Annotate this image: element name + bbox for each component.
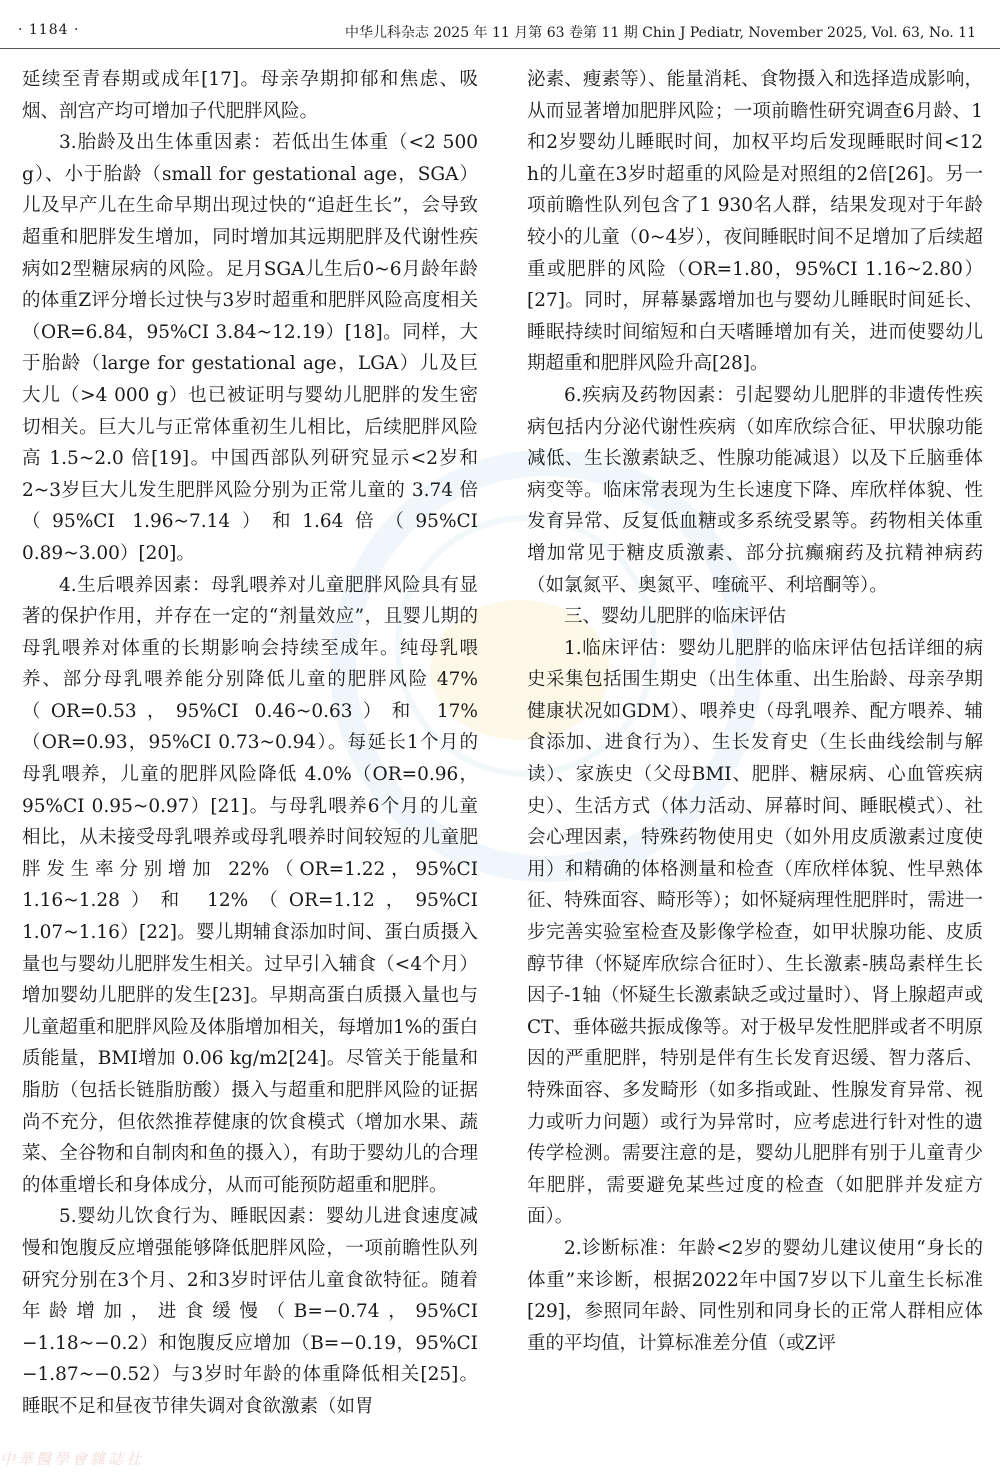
paragraph-eating-sleep: 5.婴幼儿饮食行为、睡眠因素：婴幼儿进食速度减慢和饱腹反应增强能够降低肥胖风险，一项前瞻性队列研究分别在3个月、2和3岁时评估儿童食欲特征。随着年龄增加，进食缓慢（B=−0.74，95%CI −1.18~−0.2）和饱腹反应增加（B=−0.19，95%CI −1.87~−0.52）与3岁时年龄的体重降低相关[25]。睡眠不足和昼夜节律失调对食欲激素（如胃: [22, 1206, 478, 1417]
right-column: [527, 64, 983, 1359]
page-header: [0, 0, 1000, 49]
paragraph-continuation: 延续至青春期或成年[17]。母亲孕期抑郁和焦虑、吸烟、剖宫产均可增加子代肥胖风险。: [22, 69, 478, 122]
section-heading: 三、婴幼儿肥胖的临床评估: [564, 606, 787, 628]
paragraph-feeding: 4.生后喂养因素：母乳喂养对儿童肥胖风险具有显著的保护作用，并存在一定的“剂量效应”，且婴儿期的母乳喂养对体重的长期影响会持续至成年。纯母乳喂养、部分母乳喂养能分别降低儿童的肥胖风险 47%（OR=0.53，95%CI 0.46~0.63）和 17%（OR=0.93，95%CI 0.73~0.94）。每延长1个月的母乳喂养，儿童的肥胖风险降低 4.0%（OR=0.96，95%CI 0.95~0.97）[21]。与母乳喂养6个月的儿童相比，从未接受母乳喂养或母乳喂养时间较短的儿童肥胖发生率分别增加 22%（OR=1.22，95%CI 1.16~1.28）和 12%（OR=1.12，95%CI 1.07~1.16）[22]。婴儿期辅食添加时间、蛋白质摄入量也与婴幼儿肥胖发生相关。过早引入辅食（<4个月）增加婴幼儿肥胖的发生[23]。早期高蛋白质摄入量也与儿童超重和肥胖风险及体脂增加相关，每增加1%的蛋白质能量，BMI增加 0.06 kg/m2[24]。尽管关于能量和脂肪（包括长链脂肪酸）摄入与超重和肥胖风险的证据尚不充分，但依然推荐健康的饮食模式（增加水果、蔬菜、全谷物和自制肉和鱼的摄入），有助于婴幼儿的合理的体重增长和身体成分，从而可能预防超重和肥胖。: [22, 574, 478, 1196]
paragraph-gestational-age: 3.胎龄及出生体重因素：若低出生体重（<2 500 g）、小于胎龄（small for gestational age，SGA）儿及早产儿在生命早期出现过快的“追赶生长”，会导致超重和肥胖发生增加，同时增加其远期肥胖及代谢性疾病如2型糖尿病的风险。足月SGA儿生后0~6月龄年龄的体重Z评分增长过快与3岁时超重和肥胖风险高度相关（OR=6.84，95%CI 3.84~12.19）[18]。同样，大于胎龄（large for gestational age，LGA）儿及巨大儿（>4 000 g）也已被证明与婴幼儿肥胖的发生密切相关。巨大儿与正常体重初生儿相比，后续肥胖风险高 1.5~2.0 倍[19]。中国西部队列研究显示<2岁和2~3岁巨大儿发生肥胖风险分别为正常儿童的 3.74 倍（95%CI 1.96~7.14）和1.64倍（95%CI 0.89~3.00）[20]。: [22, 132, 478, 564]
page-number: · 1184 ·: [18, 22, 80, 38]
paragraph-clinical-assessment: 1.临床评估：婴幼儿肥胖的临床评估包括详细的病史采集包括围生期史（出生体重、出生胎龄、母亲孕期健康状况如GDM）、喂养史（母乳喂养、配方喂养、辅食添加、进食行为）、生长发育史（生长曲线绘制与解读）、家族史（父母BMI、肥胖、糖尿病、心血管疾病史）、生活方式（体力活动、屏幕时间、睡眠模式）、社会心理因素，特殊药物使用史（如外用皮质激素过度使用）和精确的体格测量和检查（库欣样体貌、性早熟体征、特殊面容、畸形等）；如怀疑病理性肥胖时，需进一步完善实验室检查及影像学检查，如甲状腺功能、皮质醇节律（怀疑库欣综合征时）、生长激素-胰岛素样生长因子-1轴（怀疑生长激素缺乏或过量时）、肾上腺超声或CT、垂体磁共振成像等。对于极早发性肥胖或者不明原因的严重肥胖，特别是伴有生长发育迟缓、智力落后、特殊面容、多发畸形（如多指或趾、性腺发育异常、视力或听力问题）或行为异常时，应考虑进行针对性的遗传学检测。需要注意的是，婴幼儿肥胖有别于儿童青少年肥胖，需要避免某些过度的检查（如肥胖并发症方面）。: [527, 637, 983, 1228]
paragraph-diagnostic-criteria: 2.诊断标准：年龄<2岁的婴幼儿建议使用“身长的体重”来诊断，根据2022年中国7岁以下儿童生长标准[29]，参照同年龄、同性别和同身长的正常人群相应体重的平均值，计算标准差分值（或Z评: [527, 1237, 983, 1354]
paragraph-disease-drugs: 6.疾病及药物因素：引起婴幼儿肥胖的非遗传性疾病包括内分泌代谢性疾病（如库欣综合征、甲状腺功能减低、生长激素缺乏、性腺功能减退）以及下丘脑垂体病变等。临床常表现为生长速度下降、库欣样体貌、性发育异常、反复低血糖或多系统受累等。药物相关体重增加常见于糖皮质激素、部分抗癫痫药及抗精神病药（如氯氮平、奥氮平、喹硫平、利培酮等）。: [527, 384, 983, 596]
paragraph-sleep-continued: 泌素、瘦素等）、能量消耗、食物摄入和选择造成影响，从而显著增加肥胖风险；一项前瞻性研究调查6月龄、1和2岁婴幼儿睡眠时间，加权平均后发现睡眠时间<12 h的儿童在3岁时超重的风险是对照组的2倍[26]。另一项前瞻性队列包含了1 930名人群，结果发现对于年龄较小的儿童（0~4岁），夜间睡眠时间不足增加了后续超重或肥胖的风险（OR=1.80，95%CI 1.16~2.80）[27]。同时，屏幕暴露增加也与婴幼儿睡眠时间延长、睡眠持续时间缩短和白天嗜睡增加有关，进而使婴幼儿期超重和肥胖风险升高[28]。: [527, 69, 983, 375]
running-head: 中华儿科杂志 2025 年 11 月第 63 卷第 11 期 Chin J Pediatr, November 2025, Vol. 63, No. 11: [345, 25, 976, 41]
publisher-watermark: 中華醫學會雜誌社: [0, 1450, 145, 1468]
left-column: [22, 64, 478, 1423]
